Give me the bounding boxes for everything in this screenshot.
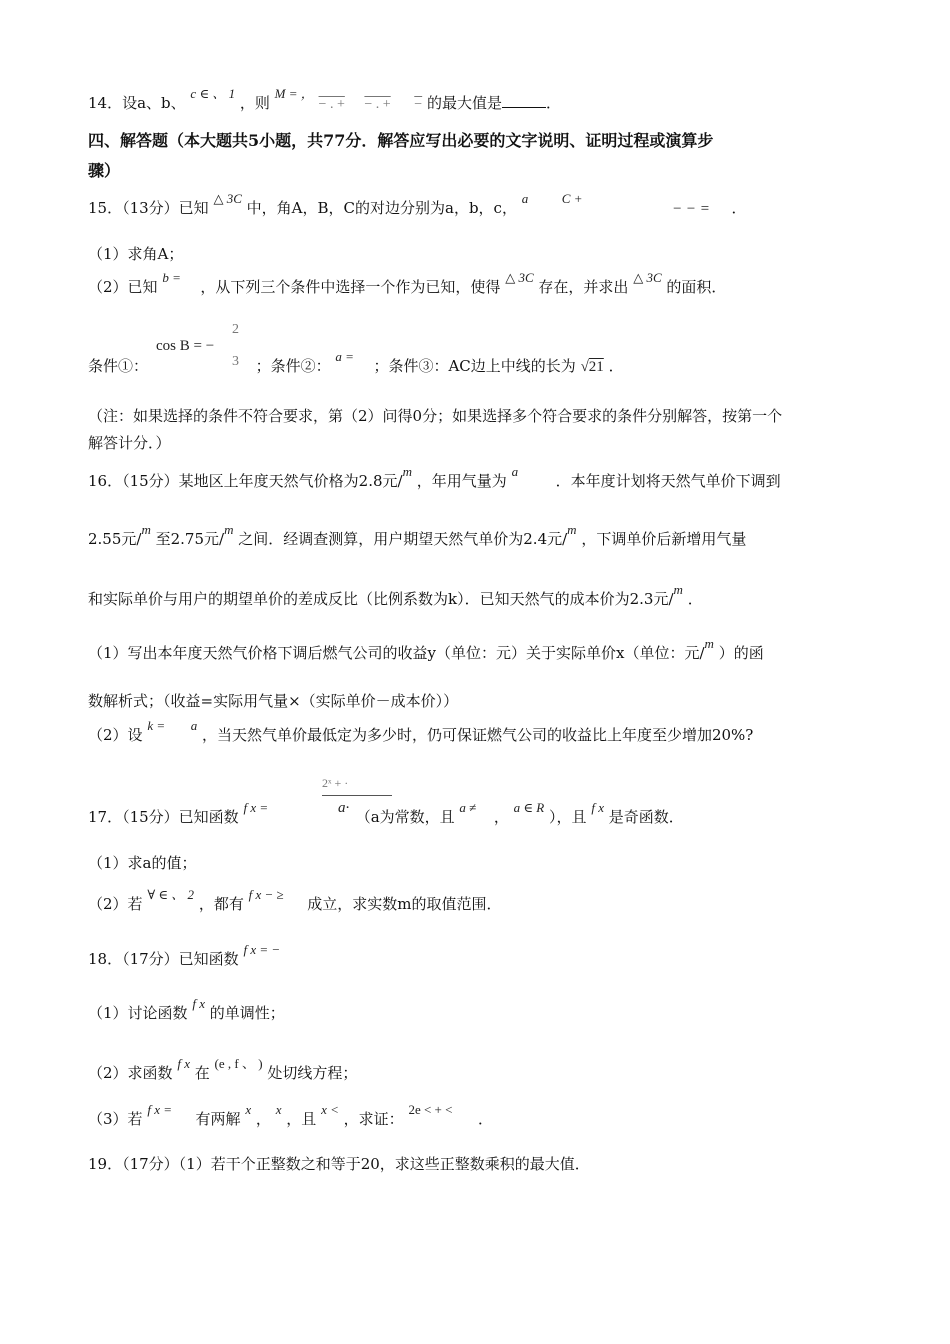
q16-l1-d: ．本年度计划将天然气单价下调到 (555, 472, 781, 490)
q18-p3-comma: ， (255, 1110, 271, 1128)
q16-l1-a: 16．（15分）某地区上年度天然气价格为2.8元/ (88, 472, 403, 490)
q18-part2 (88, 1056, 358, 1085)
q16-line6 (88, 718, 754, 747)
q15-expr2: C + (561, 191, 583, 206)
q15-expr1: a (521, 191, 529, 206)
q15-note-line2: 解答计分．） (88, 434, 171, 452)
q18-p1-a: （1）讨论函数 (88, 1004, 188, 1022)
q17-p2-b: ∀ ∈ 、 2 (147, 887, 195, 902)
q17-numerator: 2ˣ + · (322, 776, 349, 790)
q15-part2-b-expr: b = (162, 270, 181, 285)
q17-fraction-bar (322, 795, 392, 796)
q16-l6-expr2: a (190, 718, 198, 733)
q17-part2 (88, 887, 502, 916)
q16-line3 (88, 582, 703, 611)
q18-p2-b: 在 (194, 1064, 210, 1082)
q18-p3-f: f x = (147, 1102, 172, 1117)
q17-denominator: a· (338, 800, 350, 816)
q18-part1 (88, 996, 285, 1025)
q18-l1-expr: f x = − (243, 942, 281, 957)
q15-cond-3-sqrt: √21 (580, 359, 604, 375)
q16-unit-1: m (402, 464, 412, 479)
q16-l4-b: ）的函 (718, 644, 764, 662)
q16-line1 (88, 464, 781, 493)
q16-line5: 数解析式；（收益=实际用气量×（实际单价－成本价）） (88, 692, 459, 710)
section-4-heading-line1: 四、解答题（本大题共5小题，共77分．解答应写出必要的文字说明、证明过程或演算步 (88, 131, 714, 150)
q18-p3-x2: x (275, 1102, 282, 1117)
q19-line1: 19．（17分）（1）若干个正整数之和等于20，求这些正整数乘积的最大值． (88, 1155, 590, 1173)
q16-unit-2: m (141, 522, 151, 537)
q15-part2-a: （2）已知 (88, 278, 158, 296)
q16-l6-b: ，当天然气单价最低定为多少时，仍可保证燃气公司的收益比上年度至少增加20%? (201, 726, 754, 744)
q14-term1: − . + (318, 97, 345, 112)
q15-part2-d: 存在，并求出 (538, 278, 629, 296)
q17-l1-g: f x (591, 800, 604, 815)
q16-line4 (88, 636, 764, 665)
q17-p2-a: （2）若 (88, 895, 143, 913)
q15-cos-expr: cos B = − (156, 338, 215, 354)
q16-l2-b: 至2.75元/ (155, 530, 225, 548)
q15-stem-end: ． (731, 199, 747, 217)
q15-cond-3-sqrt-value: 21 (588, 359, 604, 375)
q15-cos-denominator: 3 (232, 354, 239, 369)
q18-p3-ineq: x < (321, 1102, 339, 1117)
q15-part2-triangle2: △ 3C (633, 270, 662, 285)
q15-part2-e: 的面积． (666, 278, 727, 296)
q16-unit-4: m (567, 522, 577, 537)
q15-cond-2-expr: a = (335, 349, 354, 364)
q18-part3 (88, 1102, 494, 1131)
q15-stem-a: 15．（13分）已知 (88, 199, 209, 217)
q15-part1: （1）求角A； (88, 245, 184, 263)
q15-cond-2-label: ；条件②： (255, 357, 331, 375)
q18-p2-a: （2）求函数 (88, 1064, 173, 1082)
q17-l1-f2: ），且 (549, 808, 587, 826)
q15-part2 (88, 270, 727, 299)
q17-l1-b: （a为常数，且 (355, 808, 455, 826)
q16-l2-c: 之间．经调查测算，用户期望天然气单价为2.4元/ (238, 530, 568, 548)
q14-mid: ，则 (239, 94, 270, 112)
q16-line2 (88, 522, 747, 551)
q18-p3-end: ． (478, 1110, 494, 1128)
q14-term2: − . + (364, 97, 391, 112)
q16-l1-b: ，年用气量为 (416, 472, 507, 490)
q16-l6-a: （2）设 (88, 726, 143, 744)
q14-expr: M = ， (274, 86, 314, 101)
q14-answer-blank (502, 93, 546, 108)
q17-l1-f: f x = (243, 800, 269, 815)
q16-l4-a: （1）写出本年度天然气价格下调后燃气公司的收益y（单位：元）关于实际单价x（单位：元/ (88, 644, 705, 662)
q18-p3-d: ，求证： (343, 1110, 404, 1128)
q15-triangle: △ 3C (213, 191, 242, 206)
q14-suffix: 的最大值是 (426, 94, 502, 112)
q16-l2-a: 2.55元/ (88, 530, 142, 548)
q18-p1-f: f x (192, 996, 205, 1011)
q17-line1 (88, 800, 684, 829)
q16-l3-a: 和实际单价与用户的期望单价的差成反比（比例系数为k）．已知天然气的成本价为2.3元/ (88, 590, 674, 608)
q16-unit-5: m (673, 582, 683, 597)
q14-prefix: 14．设a、b、 (88, 94, 186, 112)
q15-conditions (88, 349, 624, 378)
q18-p3-x1: x (245, 1102, 252, 1117)
q15-stem-b: 中，角A，B，C的对边分别为a，b，c， (246, 199, 517, 217)
q18-line1 (88, 942, 281, 971)
q18-p2-c: 处切线方程； (267, 1064, 358, 1082)
q17-l1-e: a ∈ R (513, 800, 545, 815)
q17-l1-a: 17．（15分）已知函数 (88, 808, 239, 826)
q18-l1-a: 18．（17分）已知函数 (88, 950, 239, 968)
q18-p3-c: ，且 (286, 1110, 317, 1128)
q17-p2-e: 成立，求实数m的取值范围． (307, 895, 502, 913)
q17-p2-c: ，都有 (198, 895, 244, 913)
q17-part1: （1）求a的值； (88, 854, 197, 872)
q16-l3-b: ． (687, 590, 703, 608)
q15-note-line1: （注：如果选择的条件不符合要求，第（2）问得0分；如果选择多个符合要求的条件分别解答，按第一个 (88, 407, 783, 425)
q18-p3-b: 有两解 (195, 1110, 241, 1128)
q16-l2-d: ，下调单价后新增用气量 (581, 530, 747, 548)
q17-l1-h: 是奇函数． (608, 808, 684, 826)
q16-l6-expr1: k = (147, 718, 166, 733)
q16-l1-expr: a (511, 464, 519, 479)
q16-unit-3: m (224, 522, 234, 537)
q18-p2-f: f x (177, 1056, 190, 1071)
q17-p2-d: f x − ≥ (248, 887, 284, 902)
q15-part2-triangle1: △ 3C (505, 270, 534, 285)
q18-p1-b: 的单调性； (209, 1004, 285, 1022)
q14-end: ． (545, 94, 561, 112)
q16-unit-6: m (704, 636, 714, 651)
q17-l1-d: ， (493, 808, 509, 826)
q15-stem (88, 191, 747, 220)
q18-p2-point: (e , f 、 ) (214, 1056, 263, 1071)
q15-cond-3-label: ；条件③：AC边上中线的长为 (373, 357, 576, 375)
q15-cos-numerator: 2 (232, 322, 239, 337)
q15-expr3: − − = (672, 201, 710, 217)
q14-term3: − (414, 97, 423, 112)
q18-p3-proof: 2e < + < (408, 1102, 453, 1117)
q14-cond: c ∈ 、 1 (190, 86, 236, 101)
q15-part2-c: ，从下列三个条件中选择一个作为已知，使得 (200, 278, 501, 296)
q15-cond-end: ． (608, 357, 624, 375)
q17-l1-c: a ≠ (459, 800, 477, 815)
section-4-heading-line2: 骤） (88, 161, 121, 180)
q18-p3-a: （3）若 (88, 1110, 143, 1128)
q14-line (88, 86, 561, 116)
q15-cond-1-label: 条件①： (88, 357, 149, 375)
